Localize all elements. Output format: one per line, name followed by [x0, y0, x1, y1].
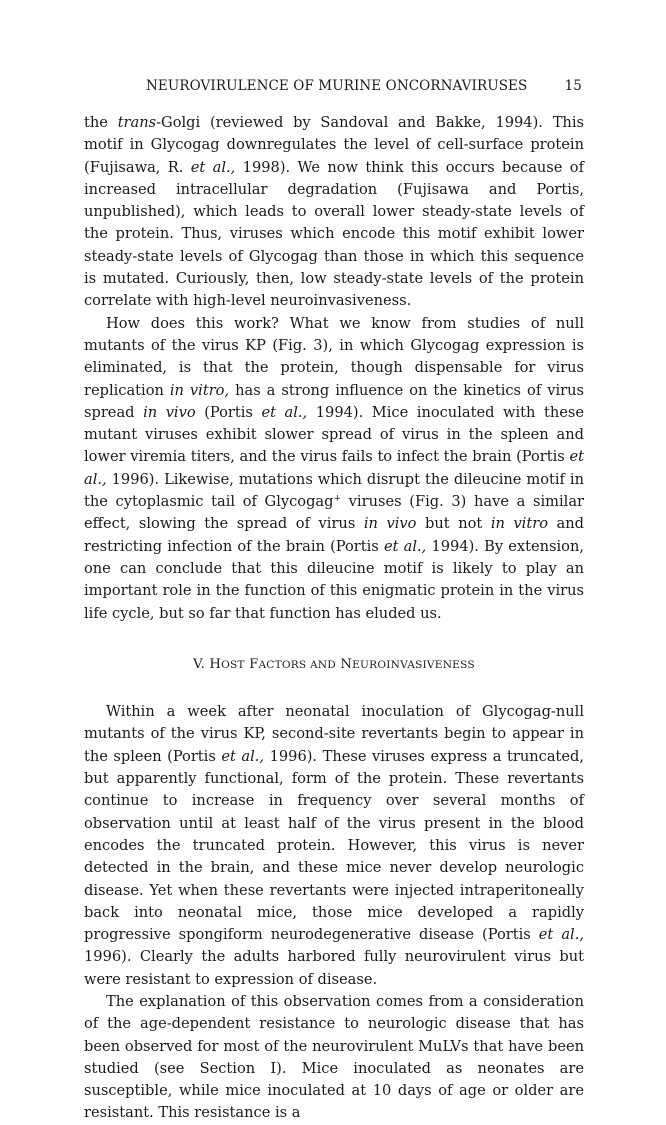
italic-term: in vivo — [143, 403, 196, 421]
italic-term: in vitro, — [169, 381, 230, 399]
text-run: but not — [416, 515, 491, 533]
italic-citation: et al., — [84, 448, 584, 488]
text-run: 1998). We now think this occurs because of increased intracellular degradation (Fujisawa and Portis, unpublished), which leads to overall lower steady-state levels of the protein. Thus, viruses which encode this motif exhibit lower steady-state levels of Glycogag than those in which this sequence is mutated. Curiously, then, low steady-state levels of the protein correlate with high-level neuroinvasiveness. — [84, 158, 584, 310]
page — [84, 78, 584, 1125]
italic-citation: et al., — [261, 403, 308, 421]
italic-term: trans — [117, 114, 157, 131]
paragraph-4 — [84, 991, 584, 1125]
superscript-plus: + — [333, 494, 342, 505]
text-run: the — [84, 114, 118, 131]
italic-citation: et al., — [383, 537, 427, 555]
heading-smallcaps: OST — [221, 658, 245, 671]
heading-capital: F — [249, 656, 259, 672]
heading-capital: N — [340, 656, 353, 672]
text-run: (Portis — [195, 403, 262, 421]
heading-capital: H — [209, 656, 222, 672]
text-run: How does this work? What we know from studies of null mutants of the virus KP (Fig. 3), in which Glycogag expression is eliminated, is that the protein, though dispensable for virus replication — [84, 314, 584, 399]
italic-term: in vivo — [363, 515, 417, 533]
heading-smallcaps: ACTORS AND — [258, 658, 336, 671]
text-run: has a strong influence on the kinetics of virus spread — [84, 381, 584, 421]
running-title: NEUROVIRULENCE OF MURINE ONCORNAVIRUSES — [146, 78, 528, 94]
paragraph-1 — [84, 112, 584, 313]
text-run: Within a week after neonatal inoculation of Glycogag-null mutants of the virus KP, second-site revertants begin to appear in the spleen (Portis — [84, 703, 584, 765]
text-run: 1996). Likewise, mutations which disrupt the dileucine motif in the cytoplasmic tail of Glycogag — [84, 470, 584, 511]
page-number: 15 — [564, 78, 582, 94]
italic-citation: et al., — [190, 158, 236, 176]
running-head — [84, 78, 584, 100]
text-run: 1996). These viruses express a truncated, but apparently functional, form of the protein. These revertants continue to increase in frequency over several months of observation until at least half of the virus present in the blood encodes the truncated protein. However, this virus is never detected in the brain, and these mice never develop neurologic disease. Yet when these revertants were injected intraperitoneally back into neonatal mice, those mice developed a rapidly progressive spongiform neurodegenerative disease (Portis — [84, 747, 584, 944]
text-run: viruses (Fig. 3) have a similar effect, slowing the spread of virus — [84, 493, 585, 533]
text-run: 1994). By extension, one can conclude that this dileucine motif is likely to play an important role in the function of this enigmatic protein in the virus life cycle, but so far that function has eluded us. — [84, 537, 585, 622]
section-numeral: V. — [193, 656, 210, 672]
body-text — [84, 112, 584, 1125]
italic-citation: et al., — [221, 747, 265, 765]
text-run: 1994). Mice inoculated with these mutant viruses exhibit slower spread of virus in the spleen and lower viremia titers, and the virus fails to infect the brain (Portis — [84, 403, 584, 466]
section-heading — [84, 654, 584, 676]
paragraph-2 — [84, 313, 584, 625]
italic-citation: et al., — [538, 926, 584, 944]
text-run: 1996). Clearly the adults harbored fully neurovirulent virus but were resistant to expression of disease. — [84, 948, 584, 988]
paragraph-3 — [84, 701, 584, 991]
heading-smallcaps: EUROINVASIVENESS — [352, 658, 475, 671]
text-run: The explanation of this observation comes from a consideration of the age-dependent resistance to neurologic disease that has been observed for most of the neurovirulent MuLVs that have been studied (see Section I). Mice inoculated as neonates are susceptible, while mice inoculated at 10 days of age or older are resistant. This resistance is a — [84, 992, 584, 1122]
text-run: and restricting infection of the brain (Portis — [84, 515, 584, 555]
italic-term: in vitro — [490, 515, 548, 533]
text-run: -Golgi (reviewed by Sandoval and Bakke, 1994). This motif in Glycogag downregulates the level of cell-surface protein (Fujisawa, R. — [84, 114, 584, 176]
